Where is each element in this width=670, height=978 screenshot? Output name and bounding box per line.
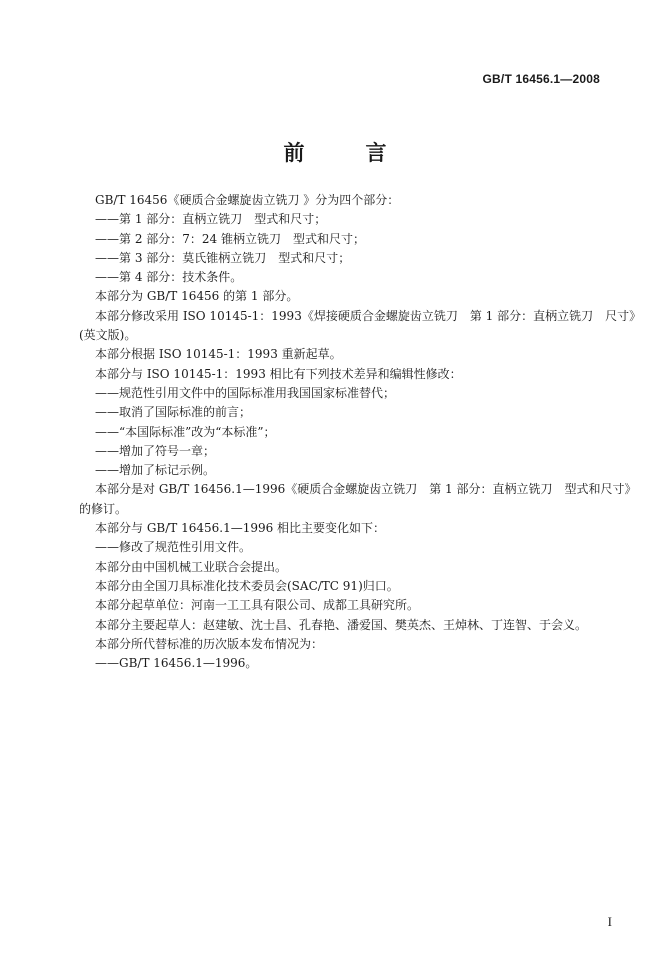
- page-title: 前 言: [283, 141, 407, 165]
- paragraph: 本部分由中国机械工业联合会提出。: [95, 559, 288, 574]
- list-item: ——第 2 部分：7：24 锥柄立铣刀 型式和尺寸；: [95, 231, 365, 246]
- list-item: ——规范性引用文件中的国际标准用我国国家标准替代；: [95, 385, 396, 400]
- paragraph: 本部分修改采用 ISO 10145-1：1993《焊接硬质合金螺旋齿立铣刀 第 1 部分：直柄立铣刀 尺寸》: [95, 308, 642, 323]
- list-item: ——增加了标记示例。: [95, 463, 216, 478]
- list-item: ——“本国际标准”改为“本标准”；: [95, 424, 276, 439]
- paragraph-continuation: (英文版)。: [79, 328, 137, 343]
- paragraph: 本部分与 GB/T 16456.1—1996 相比主要变化如下：: [95, 521, 386, 536]
- list-item: ——增加了符号一章；: [95, 443, 216, 458]
- paragraph: 本部分为 GB/T 16456 的第 1 部分。: [95, 289, 299, 304]
- page-number: I: [607, 914, 612, 929]
- list-item: ——修改了规范性引用文件。: [95, 540, 252, 555]
- paragraph: 本部分所代替标准的历次版本发布情况为：: [95, 636, 324, 651]
- foreword-body: [79, 191, 642, 673]
- list-item: ——GB/T 16456.1—1996。: [95, 656, 258, 671]
- paragraph: 本部分与 ISO 10145-1：1993 相比有下列技术差异和编辑性修改：: [95, 366, 462, 381]
- list-item: ——取消了国际标准的前言；: [95, 405, 252, 420]
- paragraph-continuation: 的修订。: [79, 501, 128, 516]
- list-item: ——第 1 部分：直柄立铣刀 型式和尺寸；: [95, 212, 327, 227]
- paragraph: 本部分起草单位：河南一工工具有限公司、成都工具研究所。: [95, 598, 420, 613]
- list-item: ——第 3 部分：莫氏锥柄立铣刀 型式和尺寸；: [95, 250, 351, 265]
- paragraph: GB/T 16456《硬质合金螺旋齿立铣刀 》分为四个部分：: [95, 193, 400, 207]
- paragraph: 本部分由全国刀具标准化技术委员会(SAC/TC 91)归口。: [95, 578, 399, 593]
- standard-code-header: GB/T 16456.1—2008: [482, 72, 600, 86]
- paragraph: 本部分主要起草人：赵建敏、沈士昌、孔春艳、潘爱国、樊英杰、王焯林、丁连智、于会义。: [95, 617, 588, 632]
- list-item: ——第 4 部分：技术条件。: [95, 270, 243, 285]
- paragraph: 本部分根据 ISO 10145-1：1993 重新起草。: [95, 347, 342, 362]
- paragraph: 本部分是对 GB/T 16456.1—1996《硬质合金螺旋齿立铣刀 第 1 部分：直柄立铣刀 型式和尺寸》: [95, 482, 637, 497]
